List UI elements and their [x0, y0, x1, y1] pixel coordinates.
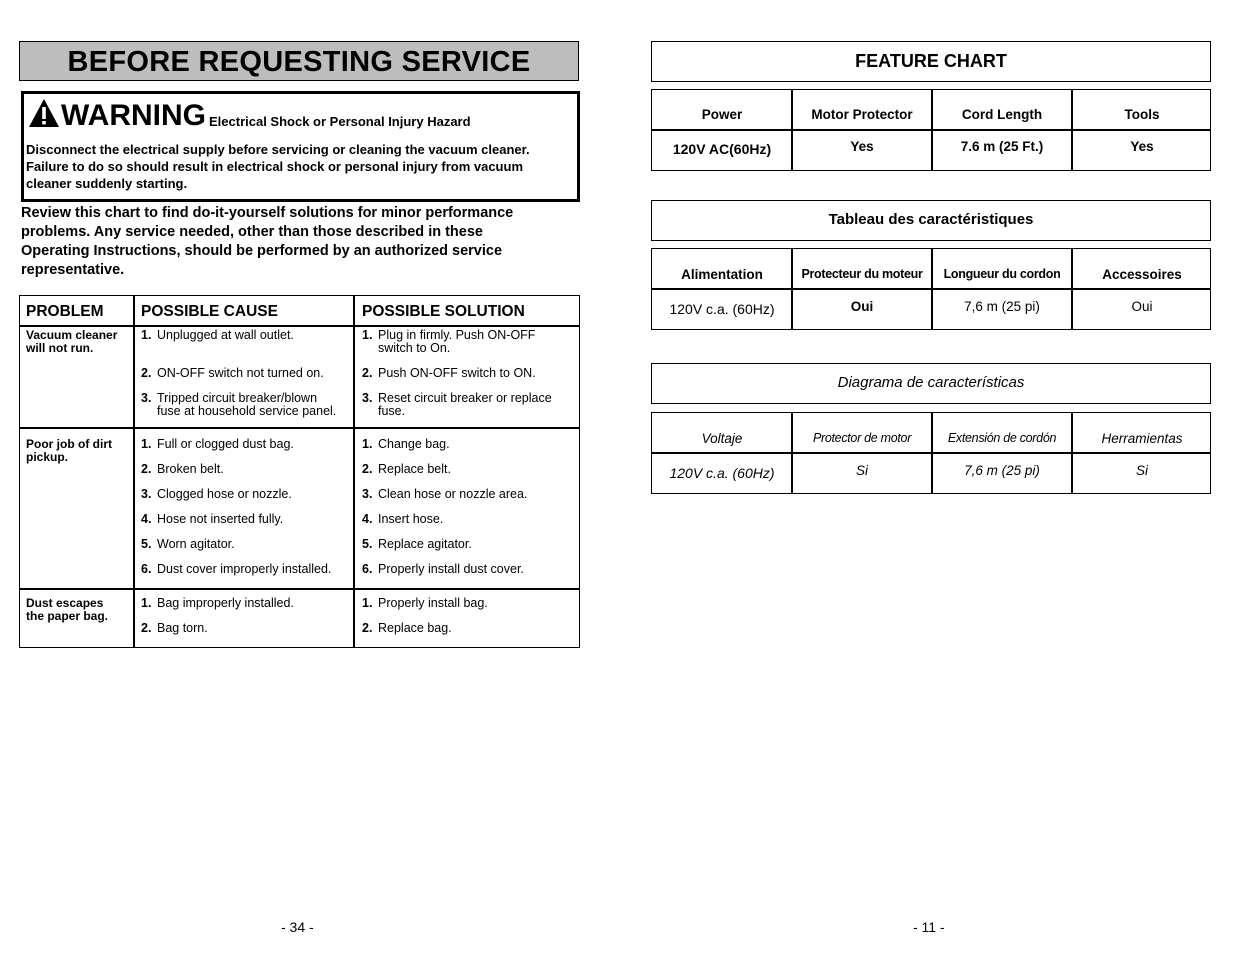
page-number-right: - 11 - [913, 919, 945, 935]
feature-chart-title: FEATURE CHART [855, 51, 1007, 71]
warning-heading: WARNING [61, 99, 206, 132]
diagrama-value: Si [855, 463, 868, 478]
problem-line: Dust escapes [26, 596, 104, 610]
feature-header: Motor Protector [811, 107, 913, 122]
problem-cell [26, 438, 126, 464]
cause-item: 4. Hose not inserted fully. [141, 512, 284, 526]
cause-item: 1. Bag improperly installed. [141, 596, 294, 610]
feature-header: Cord Length [961, 107, 1043, 122]
cause-item: 1. Unplugged at wall outlet. [141, 328, 294, 342]
intro-paragraph [21, 204, 581, 280]
intro-line: problems. Any service needed, other than those described in these [21, 224, 483, 240]
tableau-value: Oui [850, 299, 874, 314]
diagrama-header: Herramientas [1101, 431, 1183, 446]
diagrama-title: Diagrama de características [837, 374, 1025, 391]
solution-item: 2. Push ON-OFF switch to ON. [362, 366, 536, 380]
diagrama-value: 120V c.a. (60Hz) [669, 465, 775, 481]
row-divider [20, 588, 579, 590]
tableau-header: Protecteur du moteur [801, 267, 923, 281]
page-number-left: - 34 - [281, 919, 314, 935]
header-divider [20, 325, 579, 327]
solution-item: 6. Properly install dust cover. [362, 562, 524, 576]
warning-subtitle: Electrical Shock or Personal Injury Hazard [209, 114, 471, 129]
problem-line: the paper bag. [26, 609, 109, 623]
feature-value: Yes [850, 139, 874, 154]
feature-chart-title-box [651, 41, 1211, 82]
cause-item: 2. ON-OFF switch not turned on. [141, 366, 324, 380]
solution-item: 5. Replace agitator. [362, 537, 472, 551]
cause-item: 3. Tripped circuit breaker/blown fuse at household service panel. [141, 391, 337, 418]
tableau-value: 120V c.a. (60Hz) [669, 301, 775, 317]
diagrama-header: Voltaje [701, 431, 743, 446]
feature-header: Power [701, 107, 743, 122]
header-divider [652, 288, 1210, 290]
header-problem: PROBLEM [26, 303, 104, 320]
cause-item: 2. Broken belt. [141, 462, 224, 476]
warning-line: Failure to do so should result in electrical shock or personal injury from vacuum [26, 159, 524, 174]
tableau-header: Accessoires [1102, 267, 1182, 282]
tableau-title: Tableau des caractéristiques [828, 211, 1034, 228]
row-divider [20, 427, 579, 429]
page-title-bar [19, 41, 579, 81]
solution-item: 2. Replace bag. [362, 621, 452, 635]
tableau-header: Alimentation [681, 267, 763, 282]
solution-item: 1. Properly install bag. [362, 596, 488, 610]
warning-text [26, 141, 576, 192]
feature-value: 7.6 m (25 Ft.) [960, 139, 1044, 154]
intro-line: Review this chart to find do-it-yourself solutions for minor performance [21, 205, 514, 221]
problem-line: Poor job of dirt [26, 437, 112, 451]
warning-triangle-icon [28, 98, 60, 128]
diagrama-value: Si [1135, 463, 1148, 478]
header-divider [652, 452, 1210, 454]
tableau-value: Oui [1131, 299, 1153, 314]
tableau-value: 7,6 m (25 pi) [964, 299, 1040, 314]
solution-item: 4. Insert hose. [362, 512, 444, 526]
diagrama-value: 7,6 m (25 pi) [964, 463, 1040, 478]
cause-item: 3. Clogged hose or nozzle. [141, 487, 292, 501]
intro-line: Operating Instructions, should be performed by an authorized service [21, 243, 503, 259]
column-divider [133, 296, 135, 647]
diagrama-header: Extensión de cordón [947, 431, 1057, 445]
header-divider [652, 129, 1210, 131]
page-title: BEFORE REQUESTING SERVICE [67, 46, 531, 78]
diagrama-header: Protector de motor [812, 431, 912, 445]
cause-item: 1. Full or clogged dust bag. [141, 437, 294, 451]
diagrama-table [651, 412, 1211, 494]
feature-header: Tools [1124, 107, 1160, 122]
cause-item: 6. Dust cover improperly installed. [141, 562, 332, 576]
solution-item: 1. Plug in firmly. Push ON-OFF switch to On. [362, 328, 536, 355]
feature-chart-table [651, 89, 1211, 171]
cause-item: 5. Worn agitator. [141, 537, 235, 551]
problem-cell [26, 329, 126, 355]
cause-item: 2. Bag torn. [141, 621, 208, 635]
diagrama-title-box [651, 363, 1211, 404]
solution-item: 2. Replace belt. [362, 462, 451, 476]
tableau-header: Longueur du cordon [943, 267, 1061, 281]
warning-line: Disconnect the electrical supply before servicing or cleaning the vacuum cleaner. [26, 142, 530, 157]
tableau-title-box [651, 200, 1211, 241]
feature-value: 120V AC(60Hz) [672, 141, 772, 157]
tableau-table [651, 248, 1211, 330]
warning-line: cleaner suddenly starting. [26, 176, 188, 191]
solution-item: 1. Change bag. [362, 437, 450, 451]
problem-cell [26, 597, 126, 623]
problem-line: will not run. [26, 341, 94, 355]
column-divider [353, 296, 355, 647]
troubleshooting-table [19, 295, 580, 648]
feature-value: Yes [1130, 139, 1154, 154]
header-possible-cause: POSSIBLE CAUSE [141, 303, 278, 320]
solution-item: 3. Clean hose or nozzle area. [362, 487, 528, 501]
problem-line: pickup. [26, 450, 69, 464]
problem-line: Vacuum cleaner [26, 328, 118, 342]
intro-line: representative. [21, 262, 125, 278]
header-possible-solution: POSSIBLE SOLUTION [362, 303, 525, 320]
solution-item: 3. Reset circuit breaker or replace fuse. [362, 391, 552, 418]
